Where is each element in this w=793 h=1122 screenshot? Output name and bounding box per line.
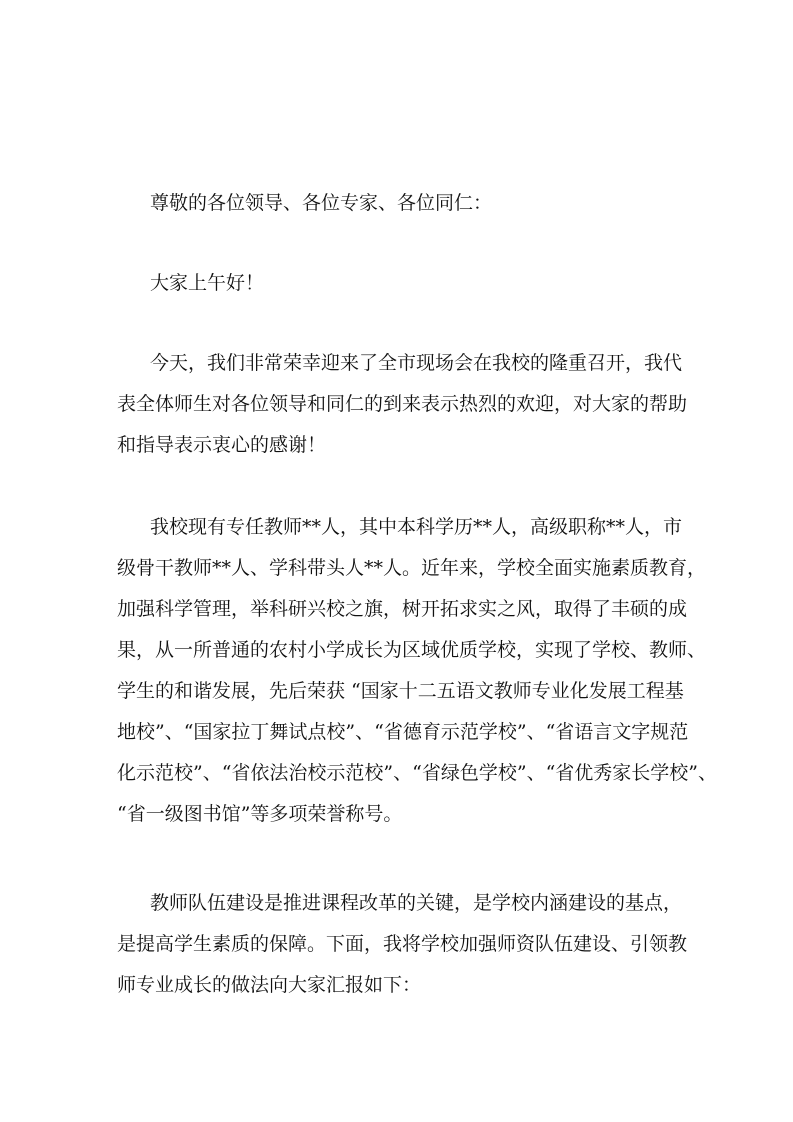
text-line: 地校”、“国家拉丁舞试点校”、“省德育示范学校”、“省语言文字规范	[117, 721, 689, 743]
paragraph-school-overview	[117, 507, 717, 835]
paragraph-welcome	[117, 343, 688, 466]
text-line: 学生的和谐发展，先后荣获 “国家十二五语文教师专业化发展工程基	[117, 680, 684, 702]
text-line: 教师队伍建设是推进课程改革的关键，是学校内涵建设的基点，	[150, 892, 683, 914]
text-line: 尊敬的各位领导、各位专家、各位同仁：	[150, 192, 493, 214]
text-line: 是提高学生素质的保障。下面，我将学校加强师资队伍建设、引领教	[117, 933, 688, 955]
text-line: 和指导表示衷心的感谢！	[117, 434, 327, 456]
text-line: 级骨干教师**人、学科带头人**人。近年来，学校全面实施素质教育，	[117, 557, 707, 579]
paragraph-teacher-development	[117, 883, 688, 1006]
text-line: “省一级图书馆”等多项荣誉称号。	[117, 803, 403, 825]
text-line: 今天，我们非常荣幸迎来了全市现场会在我校的隆重召开，我代	[150, 352, 683, 374]
text-line: 师专业成长的做法向大家汇报如下：	[117, 974, 422, 996]
salutation	[117, 183, 680, 224]
text-line: 我校现有专任教师**人，其中本科学历**人，高级职称**人，市	[150, 516, 683, 538]
text-line: 果，从一所普通的农村小学成长为区域优质学校，实现了学校、教师、	[117, 639, 707, 661]
text-line: 大家上午好！	[150, 272, 265, 294]
greeting	[117, 263, 680, 304]
text-line: 化示范校”、“省依法治校示范校”、“省绿色学校”、“省优秀家长学校”、	[117, 762, 717, 784]
text-line: 加强科学管理，举科研兴校之旗，树开拓求实之风，取得了丰硕的成	[117, 598, 688, 620]
text-line: 表全体师生对各位领导和同仁的到来表示热烈的欢迎，对大家的帮助	[117, 393, 688, 415]
